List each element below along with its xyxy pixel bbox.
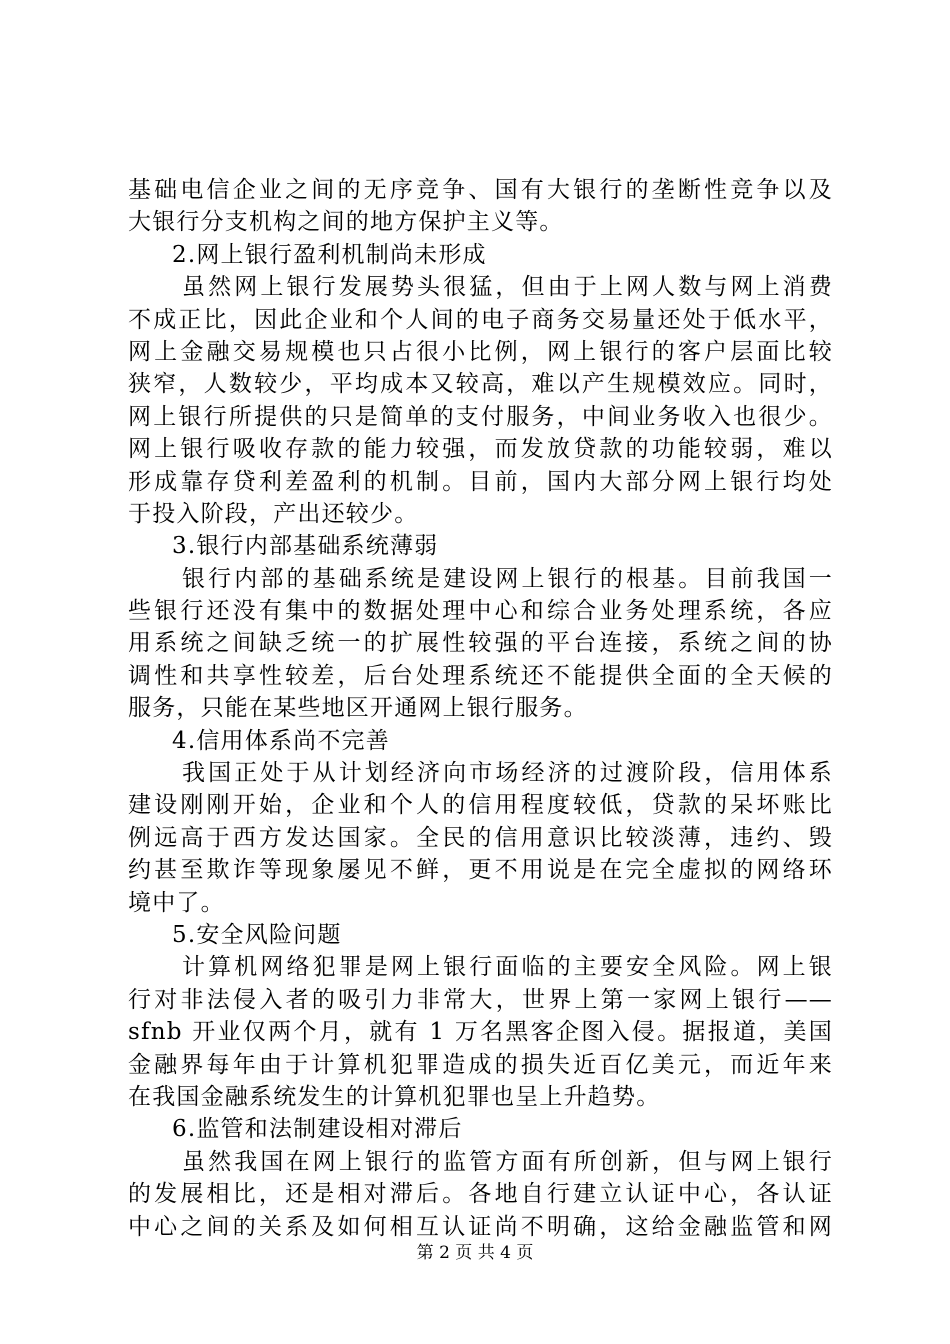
- paragraph-line: 于投入阶段，产出还较少。: [128, 500, 419, 527]
- paragraph-line: 虽然网上银行发展势头很猛，但由于上网人数与网上消费: [182, 274, 833, 301]
- paragraph-line: 的发展相比，还是相对滞后。各地自行建立认证中心，各认证: [128, 1181, 833, 1208]
- paragraph-line: 约甚至欺诈等现象屡见不鲜，更不用说是在完全虚拟的网络环: [128, 857, 833, 884]
- paragraph-line: 狭窄，人数较少，平均成本又较高，难以产生规模效应。同时，: [128, 371, 833, 398]
- paragraph-line: 金融界每年由于计算机犯罪造成的损失近百亿美元，而近年来: [128, 1051, 833, 1078]
- paragraph-line: 计算机网络犯罪是网上银行面临的主要安全风险。网上银: [182, 954, 833, 981]
- paragraph-line: 用系统之间缺乏统一的扩展性较强的平台连接，系统之间的协: [128, 630, 833, 657]
- paragraph-line: 中心之间的关系及如何相互认证尚不明确，这给金融监管和网: [128, 1213, 833, 1240]
- paragraph-line: 网上金融交易规模也只占很小比例，网上银行的客户层面比较: [128, 338, 833, 365]
- paragraph-line: 在我国金融系统发生的计算机犯罪也呈上升趋势。: [128, 1083, 661, 1110]
- document-body: [128, 174, 833, 1243]
- section-heading: 2.网上银行盈利机制尚未形成: [172, 241, 487, 268]
- paragraph-line: 形成靠存贷利差盈利的机制。目前，国内大部分网上银行均处: [128, 468, 833, 495]
- paragraph-line: 建设刚刚开始，企业和个人的信用程度较低，贷款的呆坏账比: [128, 792, 833, 819]
- paragraph-line: 不成正比，因此企业和个人间的电子商务交易量还处于低水平，: [128, 306, 833, 333]
- paragraph-line: 银行内部的基础系统是建设网上银行的根基。目前我国一: [182, 565, 833, 592]
- page-footer: 第 2 页 共 4 页: [416, 1243, 534, 1263]
- paragraph-line: 境中了。: [128, 889, 225, 916]
- paragraph-line: 网上银行吸收存款的能力较强，而发放贷款的功能较弱，难以: [128, 436, 833, 463]
- paragraph-line: 网上银行所提供的只是简单的支付服务，中间业务收入也很少。: [128, 403, 833, 430]
- paragraph-line: 例远高于西方发达国家。全民的信用意识比较淡薄，违约、毁: [128, 824, 833, 851]
- section-heading: 6.监管和法制建设相对滞后: [172, 1116, 463, 1143]
- paragraph-line: 我国正处于从计划经济向市场经济的过渡阶段，信用体系: [182, 760, 833, 787]
- paragraph-line: 大银行分支机构之间的地方保护主义等。: [128, 209, 564, 236]
- paragraph-line: 调性和共享性较差，后台处理系统还不能提供全面的全天候的: [128, 662, 833, 689]
- section-heading: 5.安全风险问题: [172, 921, 342, 948]
- paragraph-line: 些银行还没有集中的数据处理中心和综合业务处理系统，各应: [128, 598, 833, 625]
- section-heading: 3.银行内部基础系统薄弱: [172, 533, 439, 560]
- paragraph-line: 行对非法侵入者的吸引力非常大，世界上第一家网上银行——: [128, 986, 833, 1013]
- paragraph-line: sfnb 开业仅两个月，就有 1 万名黑客企图入侵。据报道，美国: [128, 1019, 833, 1046]
- paragraph-line: 服务，只能在某些地区开通网上银行服务。: [128, 695, 588, 722]
- paragraph-line: 基础电信企业之间的无序竞争、国有大银行的垄断性竞争以及: [128, 177, 833, 203]
- section-heading: 4.信用体系尚不完善: [172, 727, 390, 754]
- paragraph-line: 虽然我国在网上银行的监管方面有所创新，但与网上银行: [182, 1148, 833, 1175]
